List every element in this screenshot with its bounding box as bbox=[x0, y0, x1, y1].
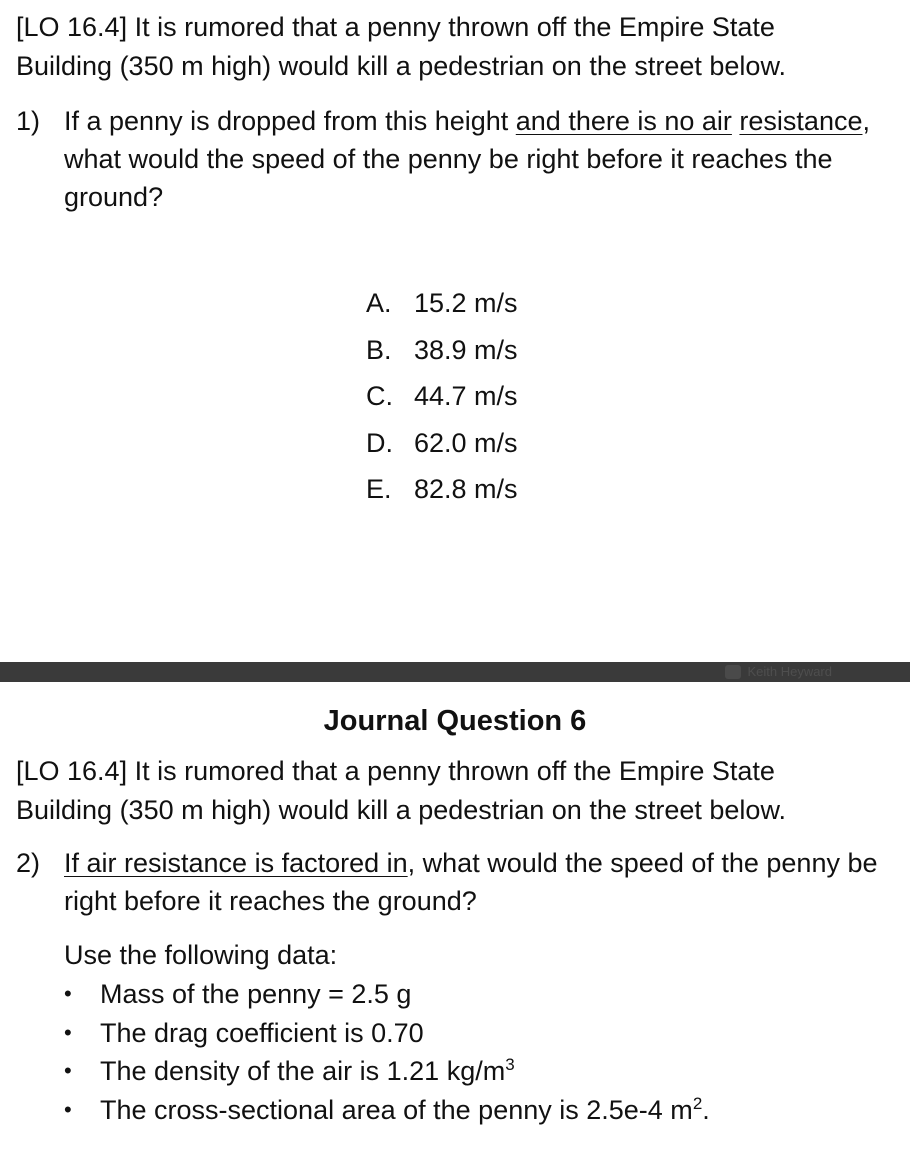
slide-title: Journal Question 6 bbox=[323, 705, 587, 737]
answer-choices bbox=[366, 280, 518, 513]
question-2 bbox=[16, 844, 896, 920]
question-1 bbox=[16, 102, 896, 216]
list-item-text: The drag coefficient is 0.70 bbox=[100, 1017, 424, 1048]
choice-c bbox=[366, 373, 518, 420]
presenter-name: Keith Heyward bbox=[747, 664, 832, 679]
choice-a bbox=[366, 280, 518, 327]
intro-line-2: Building (350 m high) would kill a pedestrian on the street below. bbox=[16, 51, 786, 81]
bullet-icon: • bbox=[64, 981, 72, 1006]
question-post: , what would the speed of the penny be right before it reaches the ground? bbox=[64, 848, 878, 916]
slide-question-2 bbox=[0, 682, 910, 1156]
choice-text: 82.8 m/s bbox=[414, 474, 518, 504]
question-underlined-2: resistance bbox=[739, 106, 863, 136]
choice-text: 44.7 m/s bbox=[414, 381, 518, 411]
choice-e bbox=[366, 466, 518, 513]
list-item bbox=[64, 1014, 710, 1053]
intro-paragraph bbox=[16, 8, 896, 86]
list-item bbox=[64, 975, 710, 1014]
bullet-icon: • bbox=[64, 1096, 72, 1122]
choice-letter: C. bbox=[366, 381, 393, 411]
bullet-icon: • bbox=[64, 1058, 72, 1083]
data-intro: Use the following data: bbox=[64, 940, 338, 970]
choice-text: 15.2 m/s bbox=[414, 288, 518, 318]
choice-letter: D. bbox=[366, 427, 393, 458]
choice-letter: A. bbox=[366, 288, 392, 318]
question-underlined: If air resistance is factored in bbox=[64, 848, 408, 878]
list-item bbox=[64, 1052, 710, 1091]
choice-b bbox=[366, 327, 518, 374]
slide-divider-bar bbox=[0, 662, 910, 682]
question-number: 1) bbox=[16, 106, 41, 136]
superscript: 2 bbox=[692, 1093, 703, 1113]
question-number: 2) bbox=[16, 848, 41, 878]
presenter-label bbox=[725, 664, 832, 679]
choice-letter: B. bbox=[366, 334, 392, 365]
list-item-text: The density of the air is 1.21 $kg/m^3$ bbox=[100, 1055, 515, 1086]
choice-text: 62.0 m/s bbox=[414, 427, 518, 458]
question-post: , what would the speed of the penny be right before it reaches the ground? bbox=[64, 106, 870, 212]
question-text bbox=[64, 844, 896, 920]
list-item-text: The cross-sectional area of the penny is 2.5e-4 $m^2$. bbox=[100, 1093, 710, 1125]
presenter-avatar-icon bbox=[725, 665, 741, 679]
question-text bbox=[64, 102, 896, 216]
choice-d bbox=[366, 420, 518, 467]
intro-line-1: [LO 16.4] It is rumored that a penny thrown off the Empire State bbox=[16, 12, 775, 42]
choice-text: 38.9 m/s bbox=[414, 334, 518, 365]
question-pre: If a penny is dropped from this height bbox=[64, 106, 516, 136]
question-underlined-1: and there is no air bbox=[515, 106, 732, 136]
intro-line-2: Building (350 m high) would kill a pedestrian on the street below. bbox=[16, 795, 786, 825]
data-list bbox=[64, 975, 710, 1129]
intro-paragraph bbox=[16, 752, 896, 830]
bullet-icon: • bbox=[64, 1019, 72, 1045]
list-item bbox=[64, 1091, 710, 1130]
list-item-text: Mass of the penny = 2.5 g bbox=[100, 979, 412, 1009]
superscript: 3 bbox=[505, 1055, 515, 1074]
intro-line-1: [LO 16.4] It is rumored that a penny thrown off the Empire State bbox=[16, 756, 775, 786]
choice-letter: E. bbox=[366, 474, 392, 504]
